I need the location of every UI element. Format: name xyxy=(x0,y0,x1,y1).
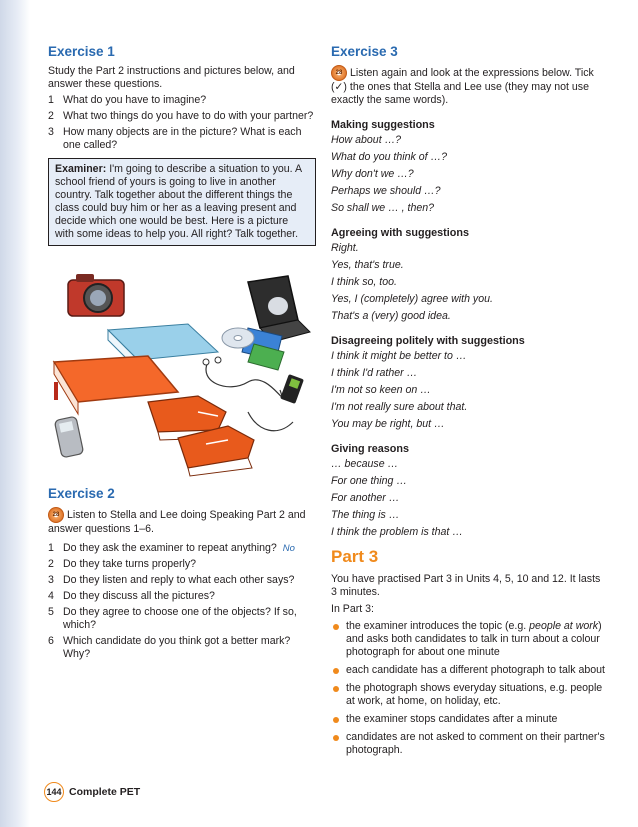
phrase-item: … because … xyxy=(331,458,399,470)
phrase-item: What do you think of …? xyxy=(331,151,448,163)
phrase-item: I'm not so keen on … xyxy=(331,384,431,396)
phrase-item: You may be right, but … xyxy=(331,418,445,430)
phrase-item: So shall we … , then? xyxy=(331,202,435,214)
examiner-instructions-box xyxy=(48,158,316,246)
phrase-item: For one thing … xyxy=(331,475,407,487)
section-heading: Agreeing with suggestions xyxy=(331,227,469,239)
camera-icon xyxy=(68,274,124,316)
examiner-text: I'm going to describe a situation to you. A school friend of yours is going to live in another country. Talk together about the different things the class could buy him or her as a leaving present and decide which one would be best. Here is a picture with some ideas to help you. All right? Talk together. xyxy=(55,163,302,240)
phrase-item: I think so, too. xyxy=(331,276,397,288)
bullet-dot-icon xyxy=(333,686,339,692)
leaving-present-illustration xyxy=(48,262,318,480)
question-item: 2 Do they take turns properly? xyxy=(48,558,197,570)
part3-bullets xyxy=(331,620,606,757)
question-item: 4 Do they discuss all the pictures? xyxy=(48,590,215,602)
phrase-item: Right. xyxy=(331,242,359,254)
cd-track-icon: 28 xyxy=(48,507,64,523)
trainers-icon xyxy=(148,396,254,476)
mobile-phone-icon xyxy=(54,416,83,458)
exercise1-intro: Study the Part 2 instructions and pictures below, and answer these questions. xyxy=(48,65,295,90)
page-footer xyxy=(44,782,140,802)
mp3-player-icon xyxy=(280,374,304,404)
left-column xyxy=(48,44,318,246)
exercise2-intro: 28 Listen to Stella and Lee doing Speaking Part 2 and answer questions 1–6. xyxy=(48,508,306,535)
cd-icon xyxy=(222,328,284,370)
question-item: 3 How many objects are in the picture? What is each one called? xyxy=(48,126,302,151)
right-column xyxy=(331,44,606,762)
section-heading: Giving reasons xyxy=(331,443,410,455)
exercise3-intro: 28 Listen again and look at the expressions below. Tick (✓) the ones that Stella and Lee use (they may not use exactly the same words). xyxy=(331,66,594,106)
page-margin-strip xyxy=(0,0,30,827)
section-heading: Making suggestions xyxy=(331,119,435,131)
bullet-dot-icon xyxy=(333,735,339,741)
examiner-label: Examiner: xyxy=(55,163,107,175)
phrase-item: I think it might be better to … xyxy=(331,350,467,362)
bullet-item: the examiner stops candidates after a minute xyxy=(331,713,606,726)
section-heading: Disagreeing politely with suggestions xyxy=(331,335,525,347)
phrase-item: That's a (very) good idea. xyxy=(331,310,451,322)
question-item: 1 What do you have to imagine? xyxy=(48,94,207,106)
bullet-item: each candidate has a different photograph to talk about xyxy=(331,664,606,677)
bullet-item: candidates are not asked to comment on their partner's photograph. xyxy=(331,731,606,757)
phrase-item: I'm not really sure about that. xyxy=(331,401,468,413)
bullet-item: the examiner introduces the topic (e.g. people at work) and asks both candidates to talk in turn about a colour photograph for about one minute xyxy=(331,620,606,659)
question-item: 5 Do they agree to choose one of the objects? If so, which? xyxy=(48,606,297,631)
exercise2-title: Exercise 2 xyxy=(48,486,115,501)
question-item: 2 What two things do you have to do with your partner? xyxy=(48,110,314,122)
part3-intro: You have practised Part 3 in Units 4, 5, 10 and 12. It lasts 3 minutes. xyxy=(331,573,601,598)
bullet-item: the photograph shows everyday situations, e.g. people at work, at home, on holiday, etc. xyxy=(331,682,606,708)
phrase-item: How about …? xyxy=(331,134,402,146)
phrase-item: Why don't we …? xyxy=(331,168,414,180)
bullet-dot-icon xyxy=(333,668,339,674)
phrase-item: For another … xyxy=(331,492,400,504)
phrase-item: Yes, I (completely) agree with you. xyxy=(331,293,493,305)
page-number: 144 xyxy=(44,782,64,802)
phrase-item: Yes, that's true. xyxy=(331,259,404,271)
bullet-dot-icon xyxy=(333,624,339,630)
phrase-item: I think the problem is that … xyxy=(331,526,463,538)
bullet-dot-icon xyxy=(333,717,339,723)
question-item: 1 Do they ask the examiner to repeat anything? No xyxy=(48,542,295,554)
question-item: 6 Which candidate do you think got a better mark? Why? xyxy=(48,635,291,660)
exercise3-title: Exercise 3 xyxy=(331,44,398,59)
phrase-item: Perhaps we should …? xyxy=(331,185,441,197)
exercise1-questions xyxy=(48,94,318,152)
cd-track-icon: 28 xyxy=(331,65,347,81)
part3-in-part: In Part 3: xyxy=(331,603,374,615)
exercise2-questions xyxy=(48,542,318,661)
part3-title: Part 3 xyxy=(331,547,379,566)
phrase-item: I think I'd rather … xyxy=(331,367,418,379)
example-answer: No xyxy=(282,543,295,554)
book-title: Complete PET xyxy=(69,786,141,798)
exercise1-title: Exercise 1 xyxy=(48,44,115,59)
exercise2-section xyxy=(48,486,318,664)
question-item: 3 Do they listen and reply to what each other says? xyxy=(48,574,295,586)
phrase-item: The thing is … xyxy=(331,509,400,521)
